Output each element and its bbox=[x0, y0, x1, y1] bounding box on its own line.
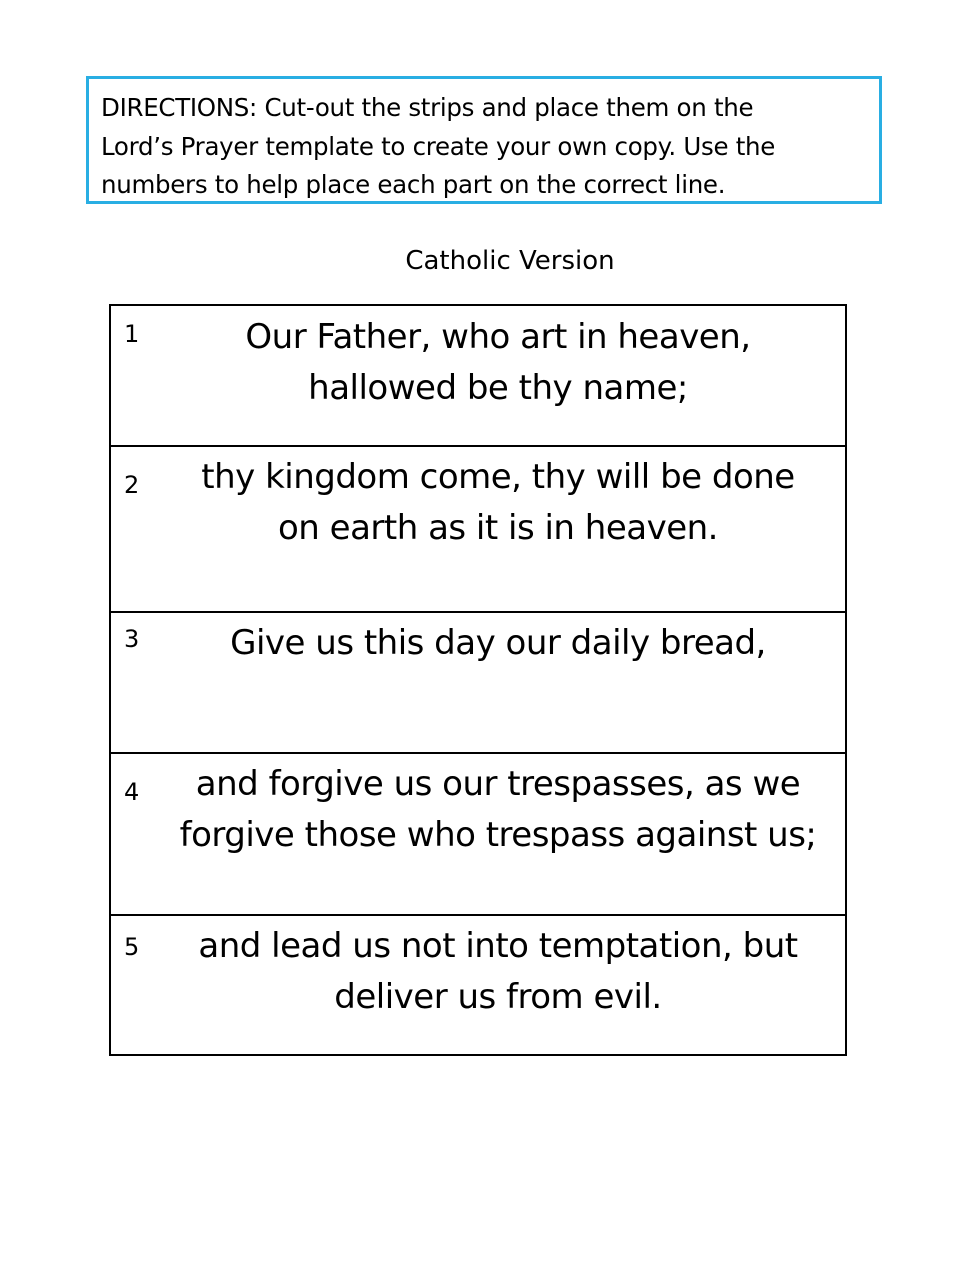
strip-number: 3 bbox=[124, 625, 140, 653]
strip-text: Give us this day our daily bread, bbox=[230, 623, 766, 663]
prayer-strip-4 bbox=[111, 754, 845, 916]
prayer-strip-2 bbox=[111, 447, 845, 613]
prayer-strip-5 bbox=[111, 916, 845, 1054]
strip-number: 5 bbox=[124, 933, 140, 961]
strip-text: Our Father, who art in heaven, hallowed be thy name; bbox=[245, 317, 751, 408]
strip-number: 1 bbox=[124, 320, 140, 348]
strip-text: and lead us not into temptation, but deliver us from evil. bbox=[198, 926, 798, 1017]
prayer-strip-3 bbox=[111, 613, 845, 754]
strip-number: 4 bbox=[124, 778, 140, 806]
strip-text: and forgive us our trespasses, as we forgive those who trespass against us; bbox=[179, 764, 817, 855]
prayer-strip-1 bbox=[111, 306, 845, 447]
strip-number: 2 bbox=[124, 471, 140, 499]
strip-text: thy kingdom come, thy will be done on earth as it is in heaven. bbox=[201, 457, 795, 548]
directions-box bbox=[86, 76, 882, 204]
prayer-strips bbox=[109, 304, 847, 1056]
directions-text: DIRECTIONS: Cut-out the strips and place them on the Lord’s Prayer template to create your own copy. Use the numbers to help place each part on the correct line. bbox=[101, 93, 776, 199]
version-label: Catholic Version bbox=[405, 246, 615, 276]
